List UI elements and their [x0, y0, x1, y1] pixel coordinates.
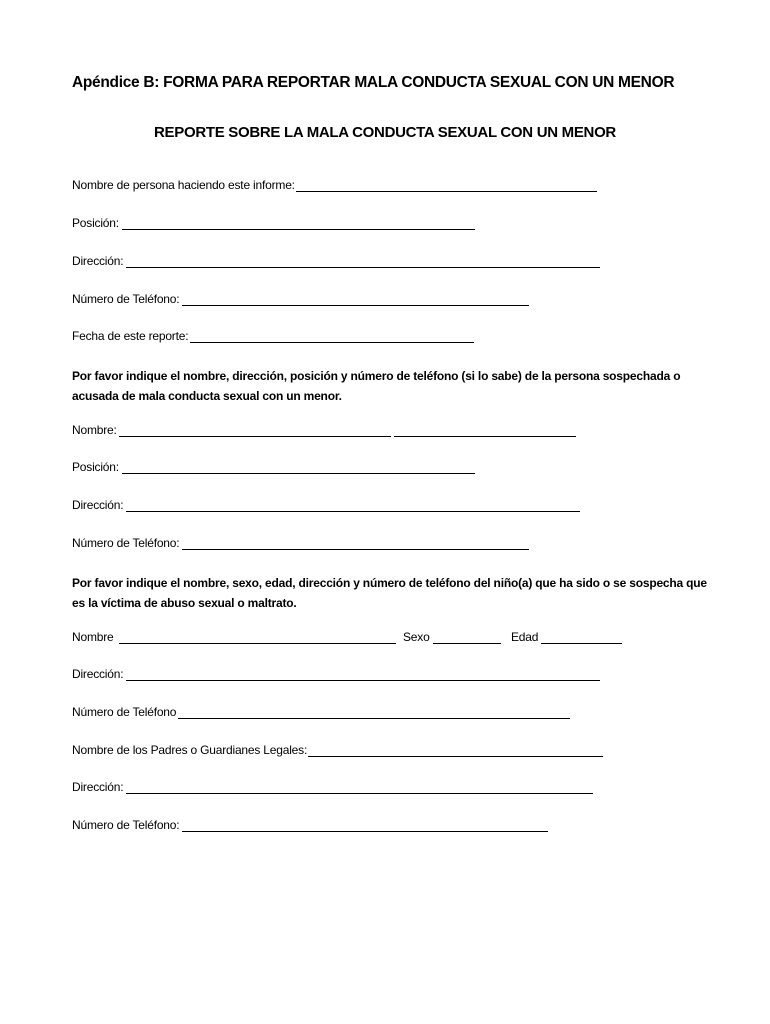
parents-address-label: Dirección: — [72, 780, 124, 794]
accused-position-label: Posición: — [72, 460, 119, 474]
report-date-label: Fecha de este reporte: — [72, 329, 189, 343]
page-title: Apéndice B: FORMA PARA REPORTAR MALA CONDUCTA SEXUAL CON UN MENOR — [72, 74, 675, 91]
victim-age-line[interactable] — [541, 643, 622, 644]
accused-name-line-2[interactable] — [394, 436, 576, 437]
reporter-name-label: Nombre de persona haciendo este informe: — [72, 178, 295, 192]
accused-phone-line[interactable] — [182, 549, 529, 550]
report-date-line[interactable] — [190, 342, 474, 343]
form-subtitle: REPORTE SOBRE LA MALA CONDUCTA SEXUAL CON UN MENOR — [154, 124, 616, 141]
accused-phone-label: Número de Teléfono: — [72, 536, 180, 550]
victim-name-line[interactable] — [119, 643, 396, 644]
reporter-name-line[interactable] — [296, 191, 597, 192]
reporter-address-label: Dirección: — [72, 254, 124, 268]
reporter-phone-label: Número de Teléfono: — [72, 292, 180, 306]
parents-address-line[interactable] — [126, 793, 593, 794]
victim-age-label: Edad — [511, 630, 539, 644]
parents-name-label: Nombre de los Padres o Guardianes Legales: — [72, 743, 308, 757]
victim-sex-label: Sexo — [403, 630, 430, 644]
victim-phone-line[interactable] — [178, 718, 570, 719]
parents-phone-line[interactable] — [182, 831, 548, 832]
reporter-phone-line[interactable] — [182, 305, 529, 306]
victim-phone-label: Número de Teléfono — [72, 705, 177, 719]
victim-name-label: Nombre — [72, 630, 114, 644]
accused-name-label: Nombre: — [72, 423, 117, 437]
victim-address-line[interactable] — [126, 680, 600, 681]
reporter-position-label: Posición: — [72, 216, 119, 230]
accused-name-line[interactable] — [119, 436, 391, 437]
parents-phone-label: Número de Teléfono: — [72, 818, 180, 832]
reporter-address-line[interactable] — [126, 267, 600, 268]
accused-address-line[interactable] — [126, 511, 580, 512]
victim-address-label: Dirección: — [72, 667, 124, 681]
parents-name-line[interactable] — [308, 756, 603, 757]
victim-instructions: Por favor indique el nombre, sexo, edad, dirección y número de teléfono del niño(a) que ha sido o se sospecha que es la víctima de abuso sexual o maltrato. — [72, 576, 707, 610]
accused-address-label: Dirección: — [72, 498, 124, 512]
victim-sex-line[interactable] — [433, 643, 501, 644]
accused-instructions: Por favor indique el nombre, dirección, posición y número de teléfono (si lo sabe) de la persona sospechada o acusada de mala conducta sexual con un menor. — [72, 369, 681, 403]
accused-position-line[interactable] — [122, 473, 475, 474]
reporter-position-line[interactable] — [122, 229, 475, 230]
